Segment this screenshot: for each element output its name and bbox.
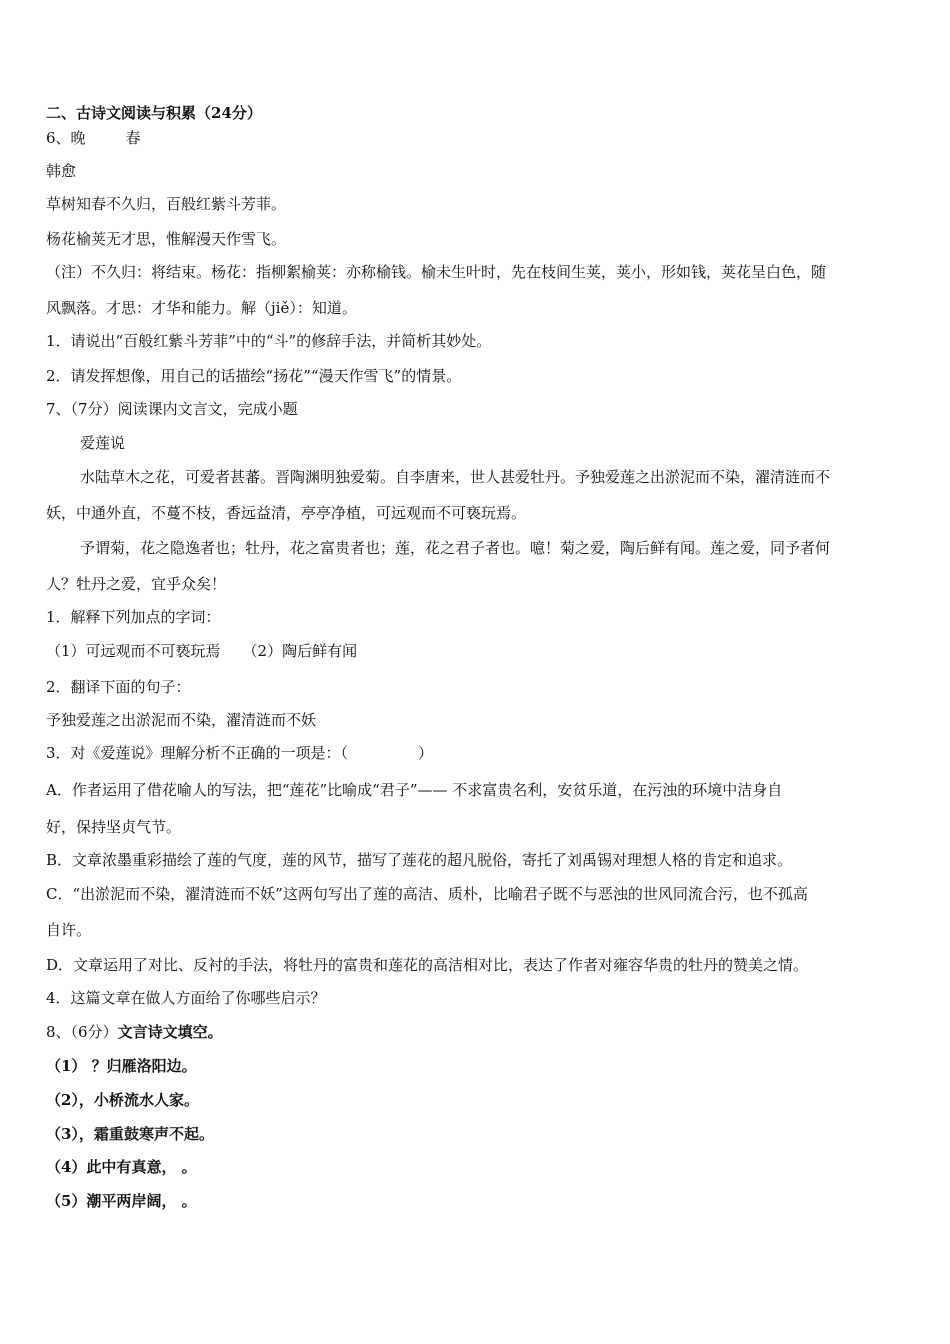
q7-option-c-line2: 自许。 bbox=[46, 921, 92, 939]
q7-title: 爱莲说 bbox=[80, 434, 126, 452]
q8-item-4: （4）此中有真意， 。 bbox=[46, 1158, 197, 1176]
q8-item-3: （3），霜重鼓寒声不起。 bbox=[46, 1125, 214, 1143]
q7-s3 bbox=[46, 743, 906, 763]
q6-note-line-2: 风飘落。才思：才华和能力。解（jiě）：知道。 bbox=[46, 299, 357, 317]
q7-para1-line1: 水陆草木之花，可爱者甚蕃。晋陶渊明独爱菊。自李唐来，世人甚爱牡丹。予独爱莲之出淤泥而不染，濯清涟而不 bbox=[80, 468, 831, 486]
q7-para2-line2: 人？牡丹之爱，宜乎众矣！ bbox=[46, 575, 227, 593]
q6-poem-line-2: 杨花榆荚无才思，惟解漫天作雪飞。 bbox=[46, 230, 287, 248]
q7-s3-prefix: 3．对《爱莲说》理解分析不正确的一项是：（ bbox=[46, 744, 349, 762]
q8-header-title: 文言诗文填空。 bbox=[117, 1023, 223, 1041]
q8-item-1: （1） ？归雁洛阳边。 bbox=[46, 1057, 197, 1075]
q6-number: 6、晚 bbox=[46, 129, 86, 147]
q7-s1-items bbox=[46, 641, 906, 661]
q7-header: 7、（7分）阅读课内文言文，完成小题 bbox=[46, 400, 298, 418]
q7-option-a-line1: A．作者运用了借花喻人的写法，把“莲花”比喻成“君子”—— 不求富贵名利，安贫乐道，在污浊的环境中洁身自 bbox=[46, 781, 783, 799]
q7-s4: 4．这篇文章在做人方面给了你哪些启示？ bbox=[46, 989, 326, 1007]
q7-s1-item-1: （1）可远观而不可亵玩焉 bbox=[46, 642, 221, 660]
q6-note-line-1: （注）不久归：将结束。杨花：指柳絮榆荚：亦称榆钱。榆未生叶时，先在枝间生荚，荚小，形如钱，荚花呈白色，随 bbox=[46, 263, 827, 281]
q7-s1-item-2: （2）陶后鲜有闻 bbox=[242, 642, 358, 660]
q7-option-c-line1: C．“出淤泥而不染，濯清涟而不妖”这两句写出了莲的高洁、质朴，比喻君子既不与恶浊的世风同流合污，也不孤高 bbox=[46, 885, 808, 903]
section-title: 二、古诗文阅读与积累（24分） bbox=[46, 104, 262, 122]
q7-option-b: B．文章浓墨重彩描绘了莲的气度，莲的风节，描写了莲花的超凡脱俗，寄托了刘禹锡对理想人格的肯定和追求。 bbox=[46, 851, 793, 869]
q8-header bbox=[46, 1022, 906, 1042]
q6-title-end: 春 bbox=[125, 129, 141, 147]
q8-item-5: （5）潮平两岸阔， 。 bbox=[46, 1192, 197, 1210]
q6-sub-1: 1．请说出“百般红紫斗芳菲”中的“斗”的修辞手法，并简析其妙处。 bbox=[46, 332, 492, 350]
q7-s1: 1．解释下列加点的字词： bbox=[46, 608, 221, 626]
q6-sub-2: 2．请发挥想像，用自己的话描绘“扬花”“漫天作雪飞”的情景。 bbox=[46, 367, 462, 385]
q6-poem-line-1: 草树知春不久归，百般红紫斗芳菲。 bbox=[46, 195, 287, 213]
q7-s2-sentence: 予独爱莲之出淤泥而不染，濯清涟而不妖 bbox=[46, 711, 317, 729]
q8-header-prefix: 8、（6分） bbox=[46, 1023, 118, 1041]
q7-s3-suffix: ） bbox=[418, 744, 434, 762]
q7-option-d: D．文章运用了对比、反衬的手法，将牡丹的富贵和莲花的高洁相对比，表达了作者对雍容华贵的牡丹的赞美之情。 bbox=[46, 956, 809, 974]
q7-para1-line2: 妖，中通外直，不蔓不枝，香远益清，亭亭净植，可远观而不可亵玩焉。 bbox=[46, 504, 527, 522]
q7-para2-line1: 予谓菊，花之隐逸者也；牡丹，花之富贵者也；莲，花之君子者也。噫！菊之爱，陶后鲜有闻。莲之爱，同予者何 bbox=[80, 539, 831, 557]
q7-option-a-line2: 好，保持坚贞气节。 bbox=[46, 818, 182, 836]
q6-author: 韩愈 bbox=[46, 162, 77, 180]
q8-item-2: （2），小桥流水人家。 bbox=[46, 1091, 199, 1109]
q6-heading bbox=[46, 128, 906, 148]
q7-s2: 2．翻译下面的句子： bbox=[46, 678, 191, 696]
